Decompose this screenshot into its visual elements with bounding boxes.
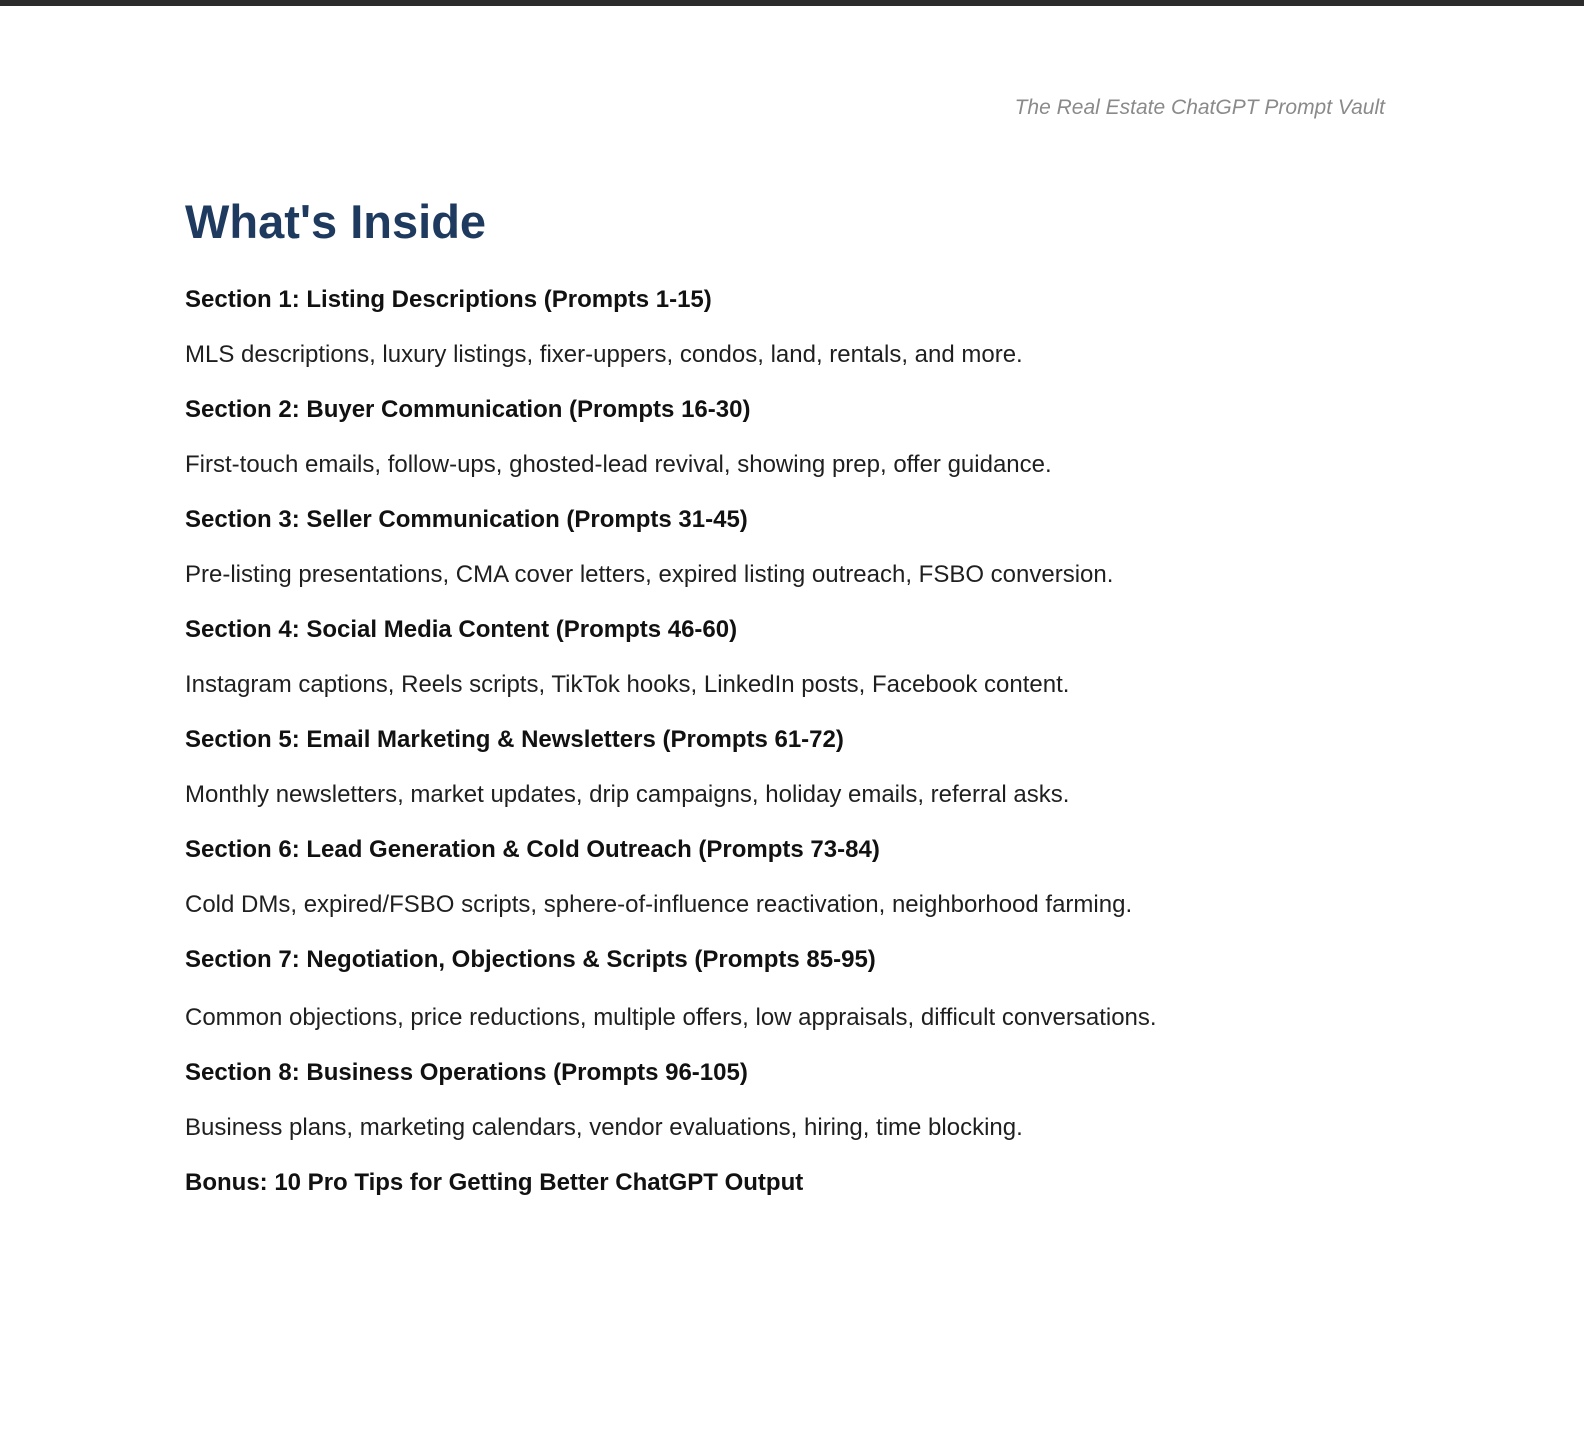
section-entry-3 [185,504,1157,591]
section-heading: Section 5: Email Marketing & Newsletters (Prompts 61-72) [185,726,844,753]
bonus-heading: Bonus: 10 Pro Tips for Getting Better ChatGPT Output [185,1169,804,1196]
document-body [185,192,1385,1196]
section-description: Pre-listing presentations, CMA cover letters, expired listing outreach, FSBO conversion. [185,561,1114,588]
section-description: Monthly newsletters, market updates, drip campaigns, holiday emails, referral asks. [185,781,1070,808]
section-entry-5 [185,724,1157,811]
bonus-entry [185,1167,1157,1199]
section-description: MLS descriptions, luxury listings, fixer-uppers, condos, land, rentals, and more. [185,341,1023,368]
section-description: Business plans, marketing calendars, vendor evaluations, hiring, time blocking. [185,1114,1023,1141]
section-heading: Section 6: Lead Generation & Cold Outreach (Prompts 73-84) [185,836,880,863]
section-heading: Section 8: Business Operations (Prompts 96-105) [185,1059,748,1086]
page-title: What's Inside [185,195,487,248]
section-entry-1 [185,284,1157,371]
section-heading: Section 2: Buyer Communication (Prompts 16-30) [185,396,751,423]
running-header: The Real Estate ChatGPT Prompt Vault [1014,96,1385,119]
section-heading: Section 4: Social Media Content (Prompts 46-60) [185,616,738,643]
section-heading: Section 3: Seller Communication (Prompts 31-45) [185,506,748,533]
section-entry-8 [185,1057,1157,1144]
section-description: Instagram captions, Reels scripts, TikTok hooks, LinkedIn posts, Facebook content. [185,671,1070,698]
section-entry-4 [185,614,1157,701]
section-heading: Section 1: Listing Descriptions (Prompts 1-15) [185,286,712,313]
top-border [0,0,1584,6]
section-description: First-touch emails, follow-ups, ghosted-lead revival, showing prep, offer guidance. [185,451,1052,478]
section-description: Common objections, price reductions, multiple offers, low appraisals, difficult conversations. [185,1004,1157,1031]
section-entry-7 [185,944,1157,1034]
section-heading: Section 7: Negotiation, Objections & Scripts (Prompts 85-95) [185,946,876,973]
section-description: Cold DMs, expired/FSBO scripts, sphere-of-influence reactivation, neighborhood farming. [185,891,1133,918]
section-entry-6 [185,834,1157,921]
section-entry-2 [185,394,1157,481]
section-list [185,284,1157,1199]
